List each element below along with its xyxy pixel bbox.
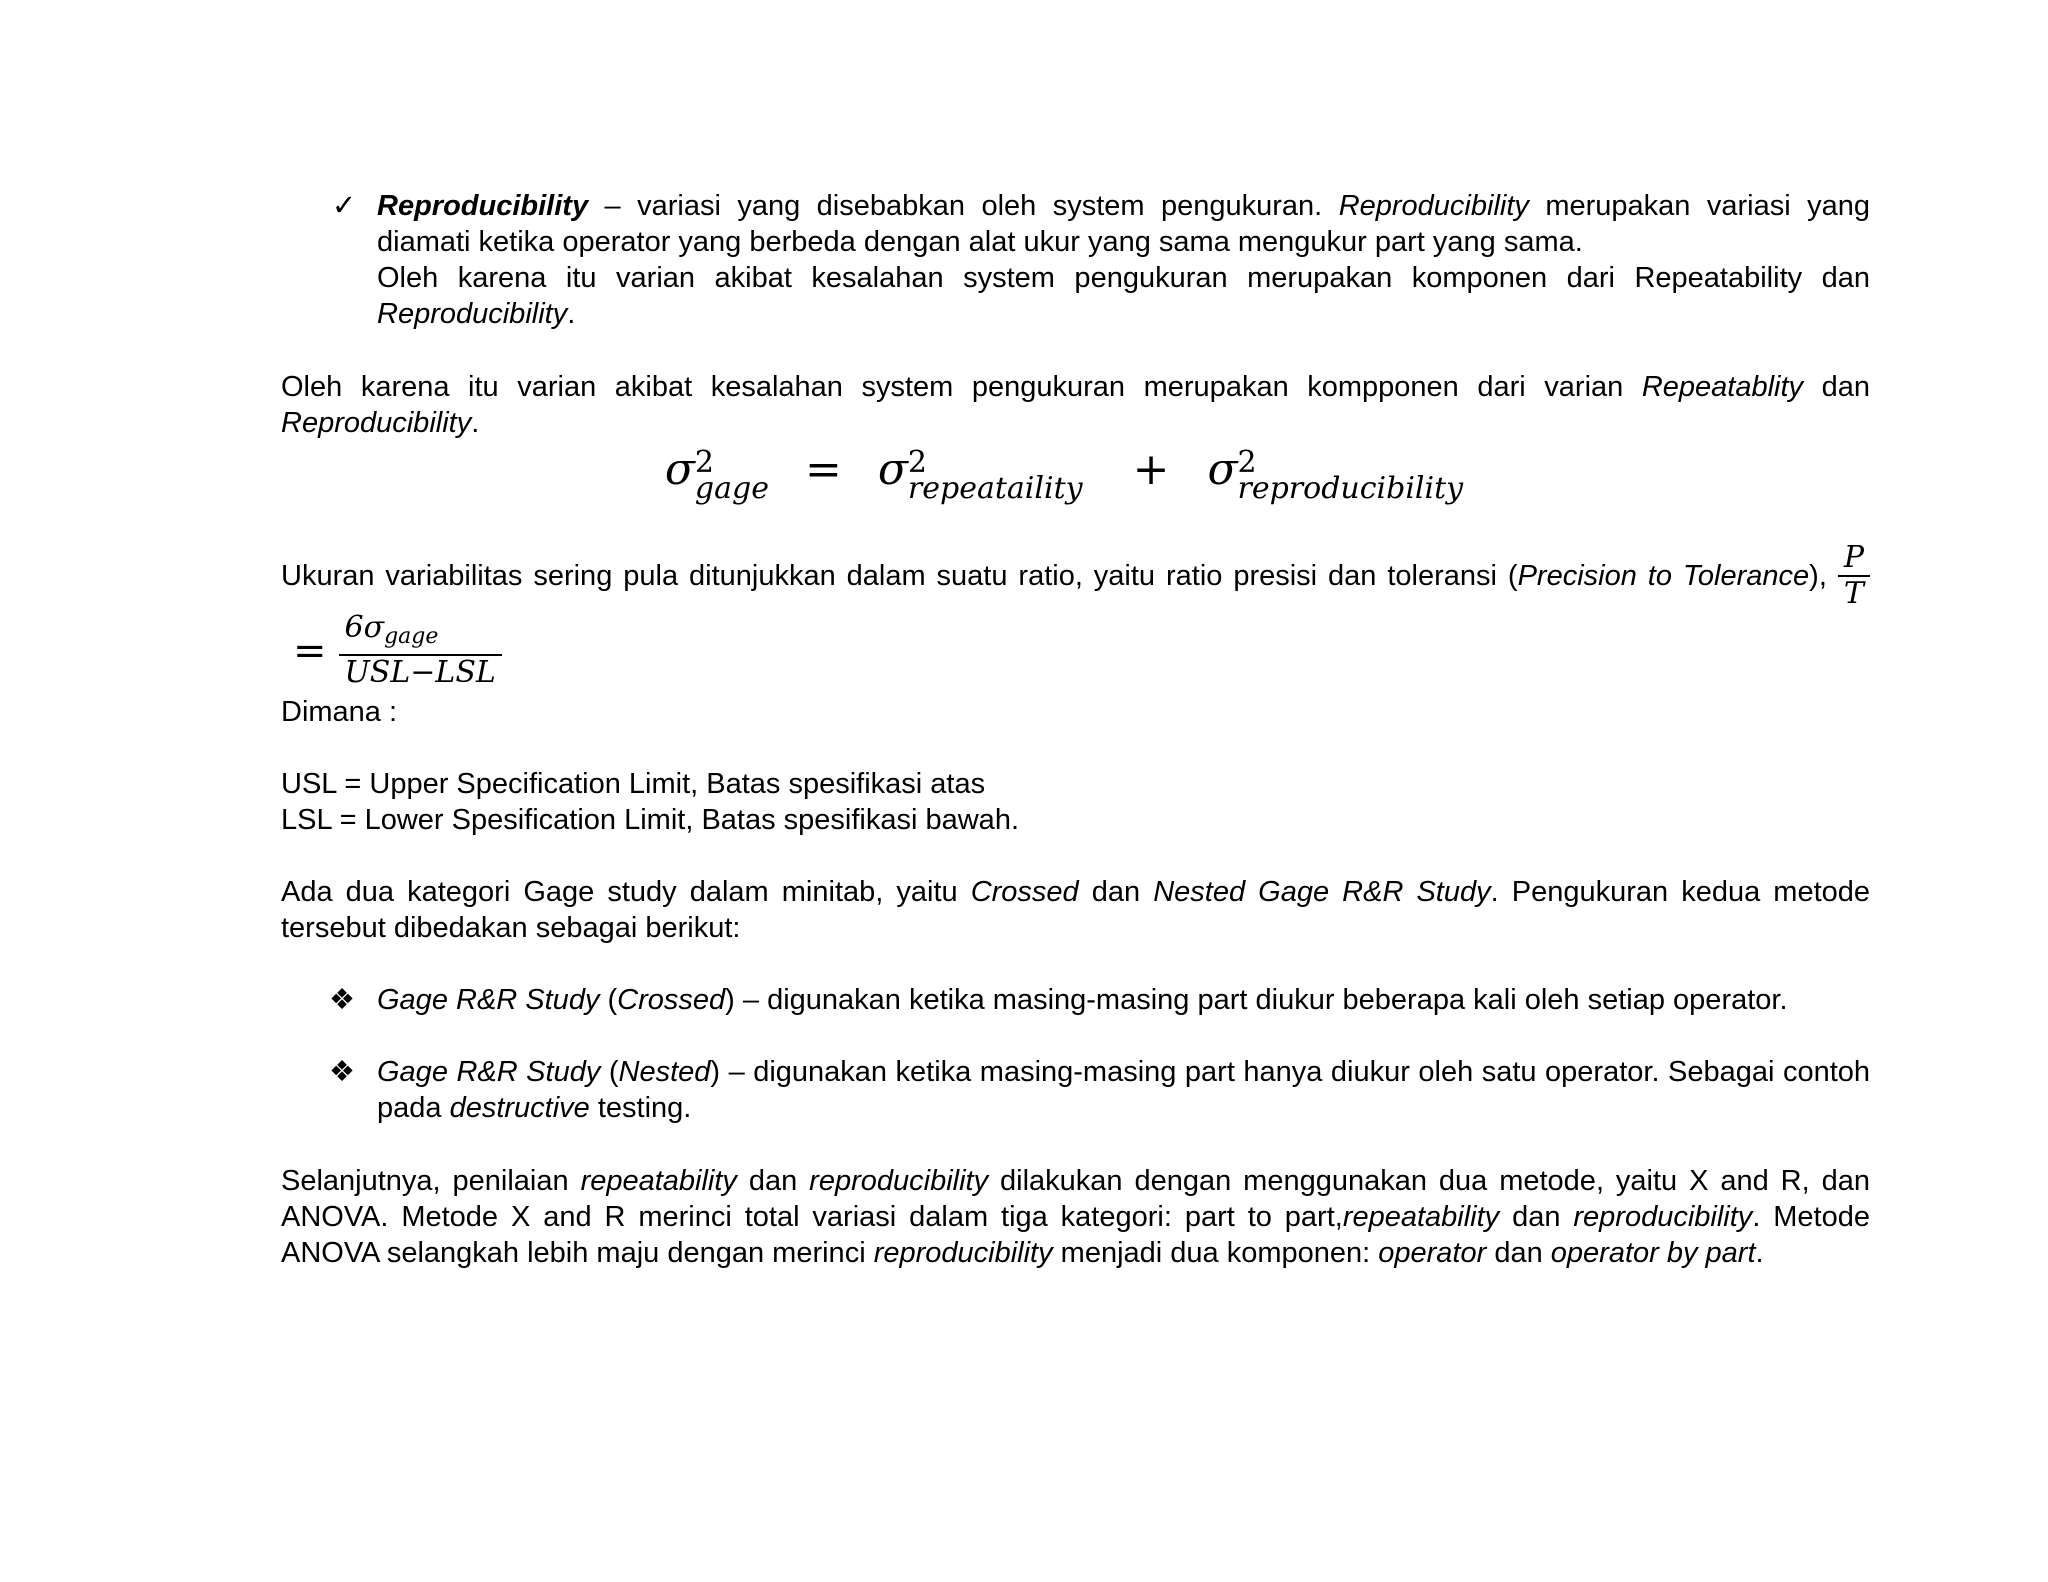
bullet-gage-nested: ❖ Gage R&R Study (Nested) – digunakan ketika masing-masing part hanya diukur oleh satu operator. Sebagai contoh pada destructive testing.: [329, 1056, 1871, 1124]
diamond-bullet-icon: ❖: [329, 984, 355, 1016]
diamond-bullet-icon: ❖: [329, 1056, 355, 1088]
bullet-gage-crossed: ❖ Gage R&R Study (Crossed) – digunakan ketika masing-masing part diukur beberapa kali oleh setiap operator.: [329, 984, 1788, 1016]
paragraph-methods: Selanjutnya, penilaian repeatability dan reproducibility dilakukan dengan menggunakan dua metode, yaitu X and R, dan ANOVA. Metode X and R merinci total variasi dalam tiga kategori: part to part,repeatability dan reproducibility. Metode ANOVA selangkah lebih maju dengan merinci reproducibility menjadi dua komponen: operator dan operator by part.: [281, 1165, 1871, 1269]
equation-gage-variance: σ 2 gage = σ 2 repeataility + σ 2 reproducibility: [664, 444, 1464, 506]
checkmark-icon: ✓: [331, 190, 357, 222]
label-dimana: Dimana :: [281, 696, 398, 728]
paragraph-precision-to-tolerance: Ukuran variabilitas sering pula ditunjukkan dalam suatu ratio, yaitu ratio presisi dan toleransi (Precision to Tolerance), $\frac{P}{T}$ = $\frac{6\sigma_{gage}}{\text{USL−LSL}}$: [281, 541, 1870, 690]
equation-p-over-t: $\frac{P}{T}$ = $\frac{6\sigma_{gage}}{\text{USL−LSL}}$: [281, 558, 1870, 672]
bullet-reproducibility-note: Oleh karena itu varian akibat kesalahan system pengukuran merupakan komponen dari Repeatability dan Reproducibility.: [377, 262, 1870, 330]
definition-usl: USL = Upper Specification Limit, Batas spesifikasi atas: [281, 768, 986, 800]
definition-lsl: LSL = Lower Spesification Limit, Batas spesifikasi bawah.: [281, 804, 1019, 836]
paragraph-gage-study-categories: Ada dua kategori Gage study dalam minitab, yaitu Crossed dan Nested Gage R&R Study. Pengukuran kedua metode tersebut dibedakan sebagai berikut:: [281, 876, 1871, 944]
bullet-reproducibility: [331, 188, 1870, 332]
paragraph-variance-components: Oleh karena itu varian akibat kesalahan system pengukuran merupakan kompponen dari varian Repeatablity dan Reproducibility.: [281, 371, 1870, 439]
bullet-reproducibility-definition: Reproducibility – variasi yang disebabkan oleh system pengukuran. Reproducibility merupakan variasi yang diamati ketika operator yang berbeda dengan alat ukur yang sama mengukur part yang sama.: [377, 190, 1870, 258]
